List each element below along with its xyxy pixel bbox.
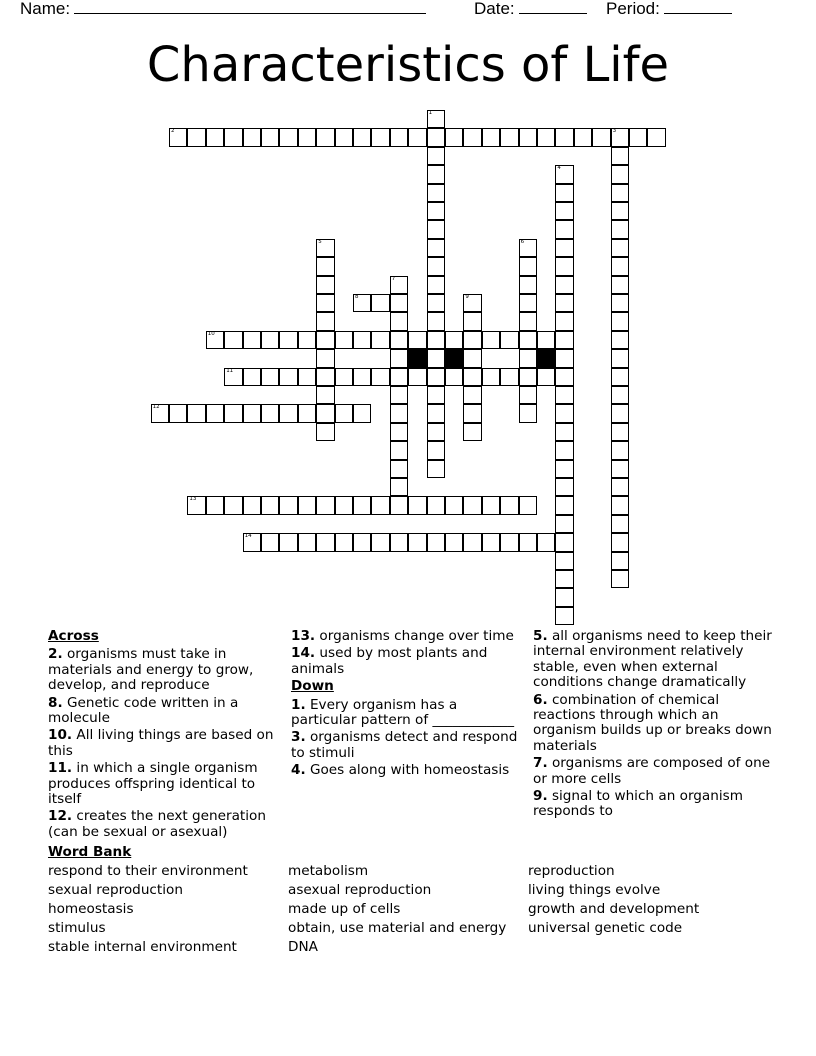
word-bank-col-2 [288, 862, 506, 957]
clue-number: 5. [533, 628, 548, 644]
grid-cell[interactable] [390, 128, 408, 146]
word-bank-item: stable internal environment [48, 939, 237, 955]
clue-number: 7. [533, 755, 548, 772]
grid-cell[interactable] [243, 404, 261, 422]
grid-cell[interactable] [298, 331, 316, 349]
grid-cell[interactable] [151, 404, 169, 422]
down-clue [533, 756, 773, 787]
grid-cell[interactable] [427, 368, 445, 386]
grid-cell[interactable] [482, 128, 500, 146]
grid-cell[interactable] [555, 294, 573, 312]
clue-number: 13 [189, 496, 197, 503]
down-clue [533, 789, 773, 820]
grid-cell[interactable] [574, 128, 592, 146]
grid-cell[interactable] [519, 368, 537, 386]
grid-cell[interactable] [224, 496, 242, 514]
grid-cell[interactable] [187, 128, 205, 146]
grid-cell[interactable] [316, 533, 334, 551]
grid-cell[interactable] [224, 128, 242, 146]
grid-cell[interactable] [555, 349, 573, 367]
clue-number: 4 [557, 165, 561, 172]
clue-number: 10 [207, 330, 215, 337]
grid-cell[interactable] [224, 368, 242, 386]
grid-cell[interactable] [206, 496, 224, 514]
grid-cell[interactable] [482, 331, 500, 349]
clue-number: 8 [355, 294, 359, 300]
grid-cell[interactable] [316, 239, 334, 257]
grid-cell[interactable] [427, 276, 445, 294]
grid-cell[interactable] [427, 349, 445, 367]
grid-cell[interactable] [371, 128, 389, 146]
clue-number: 4. [291, 762, 306, 779]
grid-cell[interactable] [555, 515, 573, 533]
grid-cell[interactable] [611, 165, 629, 183]
grid-cell[interactable] [463, 423, 481, 441]
grid-cell[interactable] [500, 128, 518, 146]
grid-cell[interactable] [445, 496, 463, 514]
word-bank-item: asexual reproduction [288, 882, 432, 898]
grid-cell[interactable] [611, 257, 629, 275]
word-bank-item: sexual reproduction [48, 882, 183, 898]
date-label: Date: [474, 0, 515, 18]
grid-cell[interactable] [555, 588, 573, 606]
name-label: Name: [20, 0, 71, 18]
grid-cell[interactable] [427, 110, 445, 128]
grid-cell[interactable] [519, 496, 537, 514]
grid-cell[interactable] [555, 496, 573, 514]
word-bank-item: metabolism [288, 863, 369, 879]
grid-cell[interactable] [611, 386, 629, 404]
grid-cell[interactable] [353, 128, 371, 146]
grid-cell[interactable] [427, 441, 445, 459]
grid-cell[interactable] [279, 331, 297, 349]
clue-number: 14. [291, 645, 316, 662]
grid-cell[interactable] [353, 368, 371, 386]
clue-number: 10. [48, 727, 73, 744]
grid-cell[interactable] [335, 533, 353, 551]
grid-cell[interactable] [408, 368, 426, 386]
grid-cell[interactable] [390, 460, 408, 478]
grid-cell[interactable] [408, 496, 426, 514]
grid-cell[interactable] [611, 349, 629, 367]
grid-cell[interactable] [316, 276, 334, 294]
grid-cell[interactable] [611, 478, 629, 496]
grid-cell[interactable] [463, 404, 481, 422]
grid-cell[interactable] [261, 128, 279, 146]
grid-cell[interactable] [390, 423, 408, 441]
grid-cell[interactable] [611, 312, 629, 330]
word-bank-item: growth and development [528, 901, 700, 917]
grid-cell[interactable] [427, 496, 445, 514]
clue-text: Genetic code written in a molecule [48, 694, 239, 727]
grid-cell[interactable] [353, 294, 371, 312]
grid-cell[interactable] [187, 404, 205, 422]
clue-number: 3. [291, 729, 306, 746]
word-bank-col-3 [528, 862, 699, 938]
grid-cell[interactable] [611, 533, 629, 551]
grid-cell[interactable] [335, 368, 353, 386]
grid-cell[interactable] [555, 607, 573, 625]
grid-cell[interactable] [611, 184, 629, 202]
grid-cell[interactable] [427, 312, 445, 330]
grid-cell[interactable] [555, 570, 573, 588]
word-bank-item: DNA [288, 939, 318, 955]
clue-number: 5 [318, 238, 322, 245]
grid-cell[interactable] [316, 404, 334, 422]
grid-cell[interactable] [427, 147, 445, 165]
grid-cell[interactable] [611, 496, 629, 514]
grid-cell[interactable] [390, 294, 408, 312]
grid-cell[interactable] [408, 128, 426, 146]
grid-cell[interactable] [555, 386, 573, 404]
grid-cell[interactable] [427, 423, 445, 441]
grid-cell[interactable] [335, 496, 353, 514]
word-bank-col-1 [48, 862, 248, 957]
grid-cell[interactable] [206, 404, 224, 422]
grid-cell[interactable] [519, 349, 537, 367]
grid-cell[interactable] [463, 312, 481, 330]
down-clues [533, 629, 773, 822]
grid-cell[interactable] [206, 331, 224, 349]
grid-cell[interactable] [611, 552, 629, 570]
grid-cell[interactable] [316, 349, 334, 367]
grid-cell[interactable] [611, 276, 629, 294]
grid-cell[interactable] [537, 533, 555, 551]
grid-cell[interactable] [463, 128, 481, 146]
grid-cell[interactable] [427, 331, 445, 349]
grid-cell[interactable] [611, 220, 629, 238]
word-bank-item: universal genetic code [528, 920, 683, 936]
grid-cell[interactable] [261, 368, 279, 386]
clue-text: creates the next generation (can be sexual or asexual) [48, 808, 266, 840]
grid-cell[interactable] [390, 386, 408, 404]
clue-number: 8. [48, 694, 63, 711]
clue-number: 11. [48, 760, 73, 777]
grid-cell[interactable] [427, 386, 445, 404]
grid-cell[interactable] [519, 257, 537, 275]
clue-number: 12 [152, 404, 160, 411]
grid-cell[interactable] [279, 533, 297, 551]
grid-cell[interactable] [519, 294, 537, 312]
page-title: Characteristics of Life [146, 37, 670, 93]
across-clue [48, 761, 278, 807]
grid-cell[interactable] [611, 202, 629, 220]
grid-cell[interactable] [611, 515, 629, 533]
grid-cell[interactable] [298, 533, 316, 551]
across-clue [48, 647, 278, 693]
clue-text: organisms change over time [315, 628, 514, 644]
grid-cell[interactable] [427, 220, 445, 238]
clue-number: 6. [533, 691, 548, 708]
clue-text: combination of chemical reactions through which an organism builds up or breaks down materials [533, 691, 772, 754]
grid-cell[interactable] [445, 128, 463, 146]
grid-cell[interactable] [611, 570, 629, 588]
grid-cell[interactable] [611, 368, 629, 386]
grid-cell[interactable] [353, 496, 371, 514]
grid-cell[interactable] [519, 312, 537, 330]
black-cell [537, 349, 555, 367]
grid-cell[interactable] [463, 294, 481, 312]
grid-cell[interactable] [555, 331, 573, 349]
grid-cell[interactable] [537, 331, 555, 349]
grid-cell[interactable] [629, 128, 647, 146]
grid-cell[interactable] [316, 294, 334, 312]
grid-cell[interactable] [519, 386, 537, 404]
grid-cell[interactable] [316, 312, 334, 330]
grid-cell[interactable] [390, 441, 408, 459]
clue-number: 1 [428, 110, 433, 116]
clue-text: organisms detect and respond to stimuli [291, 729, 518, 761]
grid-cell[interactable] [243, 368, 261, 386]
grid-cell[interactable] [390, 368, 408, 386]
grid-cell[interactable] [353, 331, 371, 349]
grid-cell[interactable] [224, 331, 242, 349]
clue-number: 12. [48, 808, 73, 825]
grid-cell[interactable] [427, 165, 445, 183]
grid-cell[interactable] [169, 404, 187, 422]
clue-number: 6 [520, 238, 525, 245]
grid-cell[interactable] [224, 404, 242, 422]
clue-number: 1. [291, 696, 306, 713]
grid-cell[interactable] [500, 496, 518, 514]
grid-cell[interactable] [445, 368, 463, 386]
grid-cell[interactable] [316, 257, 334, 275]
grid-cell[interactable] [611, 331, 629, 349]
clue-number: 7 [391, 275, 396, 282]
grid-cell[interactable] [611, 294, 629, 312]
grid-cell[interactable] [555, 404, 573, 422]
down-clue [291, 698, 523, 729]
grid-cell[interactable] [519, 331, 537, 349]
across-clue [48, 809, 278, 840]
grid-cell[interactable] [316, 496, 334, 514]
clue-number: 2 [171, 128, 175, 135]
grid-cell[interactable] [519, 533, 537, 551]
grid-cell[interactable] [555, 128, 573, 146]
word-bank-heading: Word Bank [48, 844, 132, 860]
grid-cell[interactable] [298, 368, 316, 386]
grid-cell[interactable] [500, 533, 518, 551]
period-label: Period: [606, 0, 660, 18]
grid-cell[interactable] [279, 128, 297, 146]
clue-text: organisms are composed of one or more cells [533, 755, 771, 787]
grid-cell[interactable] [390, 478, 408, 496]
grid-cell[interactable] [261, 331, 279, 349]
grid-cell[interactable] [463, 368, 481, 386]
grid-cell[interactable] [316, 423, 334, 441]
grid-cell[interactable] [445, 331, 463, 349]
grid-cell[interactable] [206, 128, 224, 146]
clue-text: Every organism has a particular pattern of ____________ [291, 696, 515, 729]
grid-cell[interactable] [243, 496, 261, 514]
grid-cell[interactable] [611, 239, 629, 257]
grid-cell[interactable] [463, 386, 481, 404]
grid-cell[interactable] [427, 294, 445, 312]
word-bank-item: respond to their environment [48, 863, 248, 879]
across-clues [48, 629, 278, 842]
grid-cell[interactable] [555, 423, 573, 441]
grid-cell[interactable] [371, 294, 389, 312]
grid-cell[interactable] [316, 368, 334, 386]
grid-cell[interactable] [519, 128, 537, 146]
clue-text: organisms must take in materials and energy to grow, develop, and reproduce [48, 646, 254, 694]
grid-cell[interactable] [537, 128, 555, 146]
grid-cell[interactable] [555, 220, 573, 238]
grid-cell[interactable] [427, 533, 445, 551]
down-heading: Down [291, 678, 334, 695]
grid-cell[interactable] [243, 128, 261, 146]
across-heading: Across [48, 628, 99, 644]
grid-cell[interactable] [316, 128, 334, 146]
grid-cell[interactable] [519, 276, 537, 294]
grid-cell[interactable] [555, 312, 573, 330]
clue-text: Goes along with homeostasis [305, 762, 510, 779]
grid-cell[interactable] [427, 257, 445, 275]
grid-cell[interactable] [390, 533, 408, 551]
word-bank-item: obtain, use material and energy [288, 920, 507, 936]
clue-number: 2. [48, 646, 63, 663]
grid-cell[interactable] [243, 331, 261, 349]
grid-cell[interactable] [611, 147, 629, 165]
grid-cell[interactable] [243, 533, 261, 551]
down-clue [291, 730, 523, 761]
grid-cell[interactable] [371, 533, 389, 551]
grid-cell[interactable] [408, 533, 426, 551]
grid-cell[interactable] [261, 533, 279, 551]
clue-number: 14 [244, 533, 252, 540]
grid-cell[interactable] [555, 533, 573, 551]
grid-cell[interactable] [427, 404, 445, 422]
grid-cell[interactable] [390, 331, 408, 349]
clue-number: 9. [533, 788, 548, 805]
across-clue [48, 696, 278, 727]
grid-cell[interactable] [463, 331, 481, 349]
word-bank-item: reproduction [528, 863, 615, 879]
grid-cell[interactable] [279, 496, 297, 514]
grid-cell[interactable] [482, 533, 500, 551]
grid-cell[interactable] [445, 533, 463, 551]
clue-text: All living things are based on this [48, 727, 274, 759]
grid-cell[interactable] [555, 478, 573, 496]
grid-cell[interactable] [463, 533, 481, 551]
across-clue [291, 646, 523, 677]
grid-cell[interactable] [335, 128, 353, 146]
grid-cell[interactable] [371, 496, 389, 514]
grid-cell[interactable] [611, 423, 629, 441]
grid-cell[interactable] [555, 441, 573, 459]
grid-cell[interactable] [427, 128, 445, 146]
grid-cell[interactable] [555, 460, 573, 478]
down-clue [533, 629, 773, 691]
clue-number: 11 [226, 367, 234, 374]
grid-cell[interactable] [611, 404, 629, 422]
grid-cell[interactable] [279, 404, 297, 422]
grid-cell[interactable] [427, 202, 445, 220]
word-bank-item: living things evolve [528, 882, 661, 898]
grid-cell[interactable] [482, 496, 500, 514]
grid-cell[interactable] [427, 460, 445, 478]
grid-cell[interactable] [611, 460, 629, 478]
down-clue [291, 763, 523, 778]
grid-cell[interactable] [279, 368, 297, 386]
black-cell [408, 349, 426, 367]
across-clue [48, 728, 278, 759]
grid-cell[interactable] [611, 441, 629, 459]
grid-cell[interactable] [390, 349, 408, 367]
grid-cell[interactable] [463, 496, 481, 514]
grid-cell[interactable] [353, 533, 371, 551]
grid-cell[interactable] [555, 276, 573, 294]
grid-cell[interactable] [316, 331, 334, 349]
grid-cell[interactable] [555, 552, 573, 570]
across-down-clues [291, 629, 523, 781]
clue-text: in which a single organism produces offspring identical to itself [48, 760, 258, 808]
grid-cell[interactable] [261, 496, 279, 514]
grid-cell[interactable] [555, 202, 573, 220]
grid-cell[interactable] [390, 312, 408, 330]
word-bank-item: stimulus [48, 920, 106, 936]
grid-cell[interactable] [335, 331, 353, 349]
grid-cell[interactable] [592, 128, 610, 146]
clue-text: signal to which an organism responds to [533, 788, 743, 820]
grid-cell[interactable] [555, 184, 573, 202]
grid-cell[interactable] [611, 128, 629, 146]
grid-cell[interactable] [555, 165, 573, 183]
grid-cell[interactable] [169, 128, 187, 146]
grid-cell[interactable] [500, 331, 518, 349]
grid-cell[interactable] [427, 184, 445, 202]
clue-text: used by most plants and animals [291, 645, 488, 677]
grid-cell[interactable] [298, 128, 316, 146]
clue-text: all organisms need to keep their internal environment relatively stable, even when external conditions change dramatically [533, 628, 772, 691]
across-clue [291, 629, 523, 644]
grid-cell[interactable] [335, 404, 353, 422]
grid-cell[interactable] [298, 496, 316, 514]
grid-cell[interactable] [390, 276, 408, 294]
grid-cell[interactable] [408, 331, 426, 349]
grid-cell[interactable] [261, 404, 279, 422]
grid-cell[interactable] [555, 368, 573, 386]
clue-number: 9 [465, 294, 469, 300]
grid-cell[interactable] [371, 368, 389, 386]
grid-cell[interactable] [427, 239, 445, 257]
grid-cell[interactable] [519, 404, 537, 422]
grid-cell[interactable] [500, 368, 518, 386]
grid-cell[interactable] [647, 128, 665, 146]
grid-cell[interactable] [353, 404, 371, 422]
black-cell [445, 349, 463, 367]
grid-cell[interactable] [316, 386, 334, 404]
grid-cell[interactable] [482, 368, 500, 386]
grid-cell[interactable] [555, 257, 573, 275]
grid-cell[interactable] [555, 239, 573, 257]
grid-cell[interactable] [519, 239, 537, 257]
clue-number: 13. [291, 628, 316, 644]
grid-cell[interactable] [537, 368, 555, 386]
grid-cell[interactable] [390, 496, 408, 514]
clue-number: 3 [612, 128, 617, 135]
grid-cell[interactable] [187, 496, 205, 514]
word-bank-item: homeostasis [48, 901, 134, 917]
grid-cell[interactable] [371, 331, 389, 349]
word-bank-item: made up of cells [288, 901, 401, 917]
grid-cell[interactable] [463, 349, 481, 367]
grid-cell[interactable] [298, 404, 316, 422]
grid-cell[interactable] [390, 404, 408, 422]
down-clue [533, 693, 773, 755]
